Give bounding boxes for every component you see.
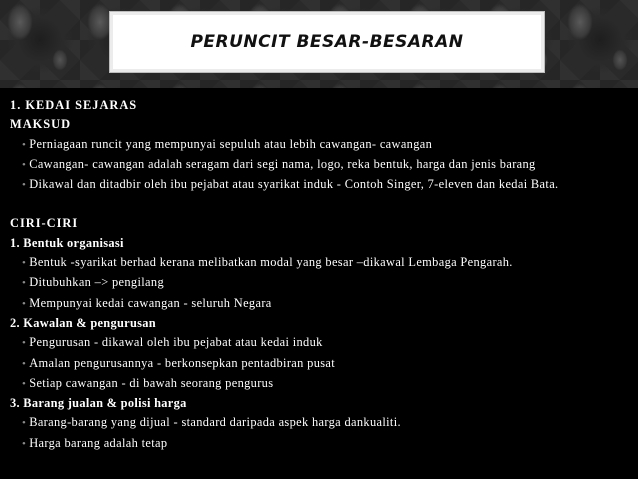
heading-ciri-ciri: CIRI-CIRI <box>10 216 79 231</box>
list-item: • Dikawal dan ditadbir oleh ibu pejabat atau syarikat induk - Contoh Singer, 7-eleven dan kedai Bata. <box>22 177 559 192</box>
bullet-icon: • <box>22 257 27 270</box>
bullet-icon: • <box>22 158 27 171</box>
list-item: • Ditubuhkan –> pengilang <box>22 275 164 290</box>
list-item: • Bentuk -syarikat berhad kerana melibatkan modal yang besar –dikawal Lembaga Pengarah. <box>22 255 513 270</box>
list-item: • Barang-barang yang dijual - standard daripada aspek harga dankualiti. <box>22 415 401 430</box>
bullet-icon: • <box>22 277 27 290</box>
heading-kawalan-pengurusan: 2. Kawalan & pengurusan <box>10 315 156 330</box>
heading-maksud: MAKSUD <box>10 117 72 132</box>
title-box <box>109 11 545 73</box>
heading-kedai-sejaras: 1. KEDAI SEJARAS <box>10 98 138 112</box>
bullet-icon: • <box>22 357 27 370</box>
heading-bentuk-organisasi: 1. Bentuk organisasi <box>10 235 124 250</box>
list-item: • Cawangan- cawangan adalah seragam dari segi nama, logo, reka bentuk, harga dan jenis barang <box>22 156 536 171</box>
slide-content <box>10 96 630 454</box>
list-item: • Perniagaan runcit yang mempunyai sepuluh atau lebih cawangan- cawangan <box>22 136 433 151</box>
slide-title: PERUNCIT BESAR-BESARAN <box>190 32 464 52</box>
list-item: • Setiap cawangan - di bawah seorang pengurus <box>22 375 274 390</box>
bullet-icon: • <box>22 437 27 450</box>
list-item: • Amalan pengurusannya - berkonsepkan pentadbiran pusat <box>22 355 336 370</box>
list-item: • Mempunyai kedai cawangan - seluruh Negara <box>22 295 272 310</box>
bullet-icon: • <box>22 417 27 430</box>
bullet-icon: • <box>22 179 27 192</box>
bullet-icon: • <box>22 377 27 390</box>
heading-barang-jualan: 3. Barang jualan & polisi harga <box>10 396 187 411</box>
bullet-icon: • <box>22 138 27 151</box>
list-item: • Pengurusan - dikawal oleh ibu pejabat atau kedai induk <box>22 335 323 350</box>
list-item: • Harga barang adalah tetap <box>22 435 168 450</box>
bullet-icon: • <box>22 297 27 310</box>
bullet-icon: • <box>22 337 27 350</box>
